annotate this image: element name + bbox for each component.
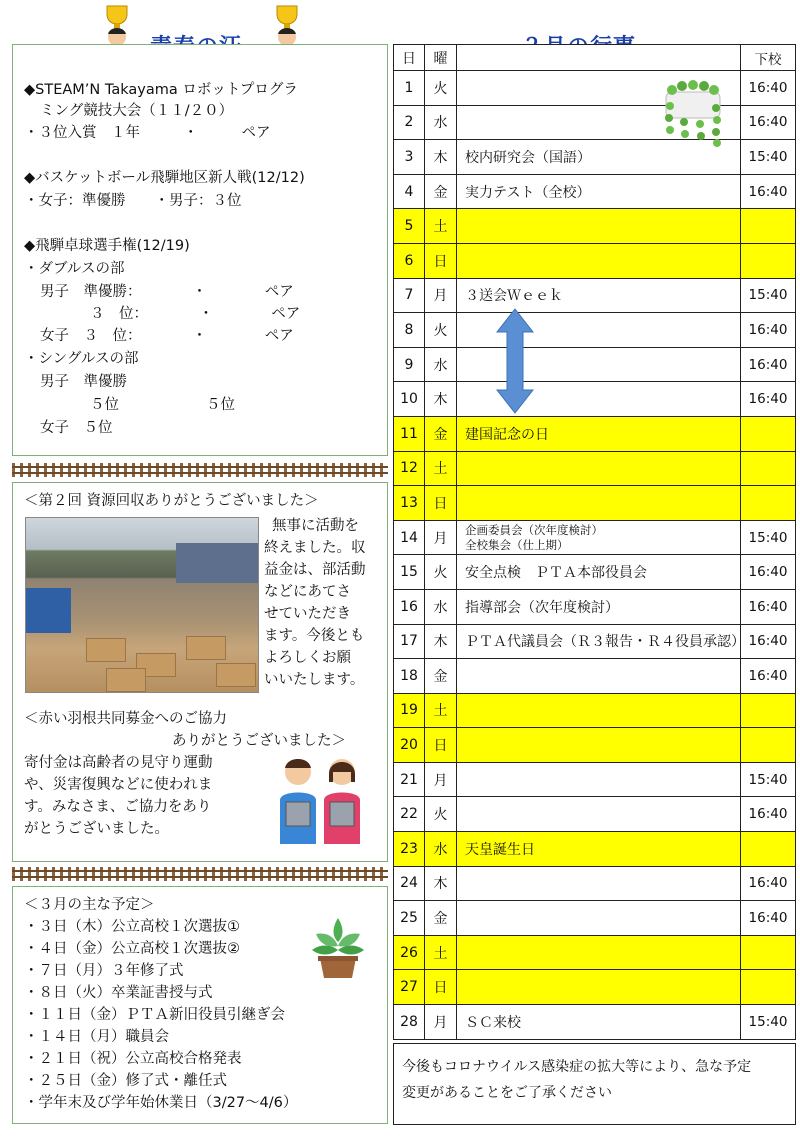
calendar-day: 8 [394, 313, 425, 348]
red-feather-body-line: す。みなさま、ご協力をあり [24, 799, 212, 815]
calendar-row [394, 589, 796, 624]
calendar-day: 28 [394, 1005, 425, 1040]
calendar-dismissal-time: 16:40 [741, 313, 796, 348]
calendar-dismissal-time: 16:40 [741, 901, 796, 936]
achievement-line: ３ 位： ・ ペア [90, 306, 301, 322]
calendar-event [457, 693, 741, 728]
fence-divider [12, 463, 388, 477]
calendar-event [457, 728, 741, 763]
calendar-event [457, 970, 741, 1005]
calendar-row [394, 555, 796, 590]
calendar-row [394, 313, 796, 348]
calendar-day: 25 [394, 901, 425, 936]
calendar-weekday: 月 [425, 762, 457, 797]
notice-box [393, 1043, 796, 1125]
calendar-event [457, 935, 741, 970]
calendar-body [394, 71, 796, 1040]
calendar-event: 指導部会（次年度検討） [457, 589, 741, 624]
calendar-weekday: 月 [425, 278, 457, 313]
calendar-event [457, 451, 741, 486]
calendar-event-line: 企画委員会（次年度検討） [465, 522, 603, 537]
calendar-weekday: 日 [425, 486, 457, 521]
calendar-dismissal-time: 15:40 [741, 1005, 796, 1040]
header-day: 日 [394, 45, 425, 71]
calendar-dismissal-time: 16:40 [741, 382, 796, 417]
calendar-weekday: 日 [425, 243, 457, 278]
calendar-event [457, 901, 741, 936]
calendar-day: 17 [394, 624, 425, 659]
calendar-row [394, 832, 796, 867]
calendar-dismissal-time [741, 728, 796, 763]
calendar-row [394, 243, 796, 278]
calendar-row [394, 486, 796, 521]
calendar-dismissal-time: 16:40 [741, 105, 796, 140]
calendar-row [394, 278, 796, 313]
calendar-event-line: 全校集会（仕上期） [465, 537, 569, 552]
calendar-day: 26 [394, 935, 425, 970]
calendar-row [394, 762, 796, 797]
calendar-dismissal-time [741, 935, 796, 970]
achievement-line: ５位 ５位 [90, 397, 235, 413]
calendar-event: 実力テスト（全校） [457, 174, 741, 209]
calendar-weekday: 月 [425, 1005, 457, 1040]
calendar-day: 11 [394, 416, 425, 451]
calendar-row [394, 382, 796, 417]
fence-divider [12, 867, 388, 881]
calendar-event [457, 243, 741, 278]
calendar-day: 4 [394, 174, 425, 209]
calendar-weekday: 木 [425, 140, 457, 175]
achievement-line: ◆飛騨卓球選手権(12/19) [24, 238, 190, 254]
recycling-body-line: せていただき [264, 606, 351, 622]
achievement-line: ◆バスケットボール飛騨地区新人戦(12/12) [24, 170, 305, 186]
calendar-day: 2 [394, 105, 425, 140]
calendar-day: 27 [394, 970, 425, 1005]
march-item: ・１４日（月）職員会 [24, 1029, 169, 1045]
recycling-body-line: 無事に活動を [272, 518, 359, 534]
calendar-weekday: 水 [425, 589, 457, 624]
recycling-heading: ＜第２回 資源回収ありがとうございました＞ [24, 493, 319, 509]
calendar-event: 校内研究会（国語） [457, 140, 741, 175]
red-feather-heading: ＜赤い羽根共同募金へのご協力 [24, 711, 227, 727]
calendar-weekday: 火 [425, 71, 457, 106]
calendar-row [394, 624, 796, 659]
march-item: ・２５日（金）修了式・離任式 [24, 1073, 227, 1089]
calendar-event: ３送会Ｗｅｅｋ [457, 278, 741, 313]
calendar-dismissal-time: 16:40 [741, 71, 796, 106]
calendar-day: 5 [394, 209, 425, 244]
achievement-line: 女子 ３ 位： ・ ペア [40, 328, 294, 344]
calendar-weekday: 日 [425, 970, 457, 1005]
calendar-event: 天皇誕生日 [457, 832, 741, 867]
calendar-weekday: 水 [425, 347, 457, 382]
calendar-row [394, 174, 796, 209]
recycling-body-line: いいたします。 [264, 672, 365, 688]
calendar-row [394, 693, 796, 728]
calendar-row [394, 451, 796, 486]
calendar-dismissal-time: 16:40 [741, 174, 796, 209]
calendar-weekday: 金 [425, 174, 457, 209]
red-feather-heading: ありがとうございました＞ [172, 733, 346, 749]
calendar-dismissal-time: 15:40 [741, 520, 796, 555]
calendar-day: 22 [394, 797, 425, 832]
calendar-day: 1 [394, 71, 425, 106]
calendar-event: ＰＴＡ代議員会（Ｒ３報告・Ｒ４役員承認） [457, 624, 741, 659]
calendar-row [394, 140, 796, 175]
calendar-row [394, 970, 796, 1005]
calendar-dismissal-time: 16:40 [741, 866, 796, 901]
calendar-day: 16 [394, 589, 425, 624]
march-heading: ＜３月の主な予定＞ [24, 897, 155, 913]
calendar-event [457, 659, 741, 694]
notice-line: 今後もコロナウイルス感染症の拡大等により、急な予定 [402, 1059, 752, 1075]
calendar-weekday: 日 [425, 728, 457, 763]
arrow-icon [496, 308, 534, 414]
calendar-event [457, 486, 741, 521]
calendar-day: 20 [394, 728, 425, 763]
calendar-event: 安全点検 ＰＴＡ本部役員会 [457, 555, 741, 590]
calendar-weekday: 土 [425, 693, 457, 728]
achievement-line: ミング競技大会（１１/２０） [40, 103, 234, 119]
march-item: ・８日（火）卒業証書授与式 [24, 985, 213, 1001]
calendar-day: 10 [394, 382, 425, 417]
calendar-dismissal-time [741, 970, 796, 1005]
calendar-dismissal-time: 16:40 [741, 624, 796, 659]
march-item: ・４日（金）公立高校１次選抜② [24, 941, 240, 957]
calendar-row [394, 935, 796, 970]
header-event [457, 45, 741, 71]
calendar-dismissal-time [741, 693, 796, 728]
calendar-dismissal-time: 15:40 [741, 278, 796, 313]
notice-line: 変更があることをご了承ください [402, 1085, 612, 1101]
march-item: ・１１日（金）ＰＴＡ新旧役員引継ぎ会 [24, 1007, 285, 1023]
calendar-dismissal-time [741, 416, 796, 451]
succulent-icon [308, 912, 368, 980]
calendar-day: 12 [394, 451, 425, 486]
achievement-line: 男子 準優勝： ・ ペア [40, 284, 294, 300]
calendar-event: 建国記念の日 [457, 416, 741, 451]
calendar-dismissal-time: 15:40 [741, 140, 796, 175]
calendar-row [394, 728, 796, 763]
calendar-weekday: 金 [425, 416, 457, 451]
calendar-day: 13 [394, 486, 425, 521]
calendar-dismissal-time [741, 486, 796, 521]
header-weekday: 曜 [425, 45, 457, 71]
achievement-line: 女子 ５位 [40, 420, 113, 436]
calendar-event [457, 762, 741, 797]
calendar-dismissal-time [741, 209, 796, 244]
calendar-day: 18 [394, 659, 425, 694]
red-feather-body-line: や、災害復興などに使われま [24, 777, 213, 793]
recycling-body-line: 益金は、部活動 [264, 562, 366, 578]
calendar-row [394, 866, 796, 901]
calendar-weekday: 木 [425, 866, 457, 901]
calendar-weekday: 火 [425, 313, 457, 348]
achievement-line: ・３位入賞 １年 ・ ペア [24, 125, 271, 141]
calendar-event [457, 797, 741, 832]
calendar-event [457, 520, 741, 555]
calendar-weekday: 金 [425, 901, 457, 936]
calendar-event [457, 866, 741, 901]
recycling-body-line: よろしくお願 [264, 650, 351, 666]
recycling-photo [25, 517, 259, 693]
calendar-row [394, 901, 796, 936]
calendar-day: 14 [394, 520, 425, 555]
calendar-event: ＳＣ来校 [457, 1005, 741, 1040]
calendar-weekday: 水 [425, 832, 457, 867]
february-calendar [393, 44, 796, 1040]
calendar-row [394, 520, 796, 555]
calendar-weekday: 火 [425, 555, 457, 590]
calendar-day: 7 [394, 278, 425, 313]
calendar-dismissal-time: 15:40 [741, 762, 796, 797]
calendar-weekday: 土 [425, 209, 457, 244]
calendar-day: 21 [394, 762, 425, 797]
donation-kids-icon [272, 752, 368, 844]
calendar-dismissal-time: 16:40 [741, 797, 796, 832]
plant-icon [656, 76, 730, 148]
calendar-weekday: 土 [425, 451, 457, 486]
calendar-row [394, 797, 796, 832]
calendar-dismissal-time [741, 832, 796, 867]
calendar-weekday: 火 [425, 797, 457, 832]
calendar-row [394, 71, 796, 106]
calendar-day: 24 [394, 866, 425, 901]
calendar-row [394, 347, 796, 382]
calendar-dismissal-time: 16:40 [741, 589, 796, 624]
red-feather-body-line: 寄付金は高齢者の見守り運動 [24, 755, 213, 771]
calendar-dismissal-time: 16:40 [741, 347, 796, 382]
calendar-event [457, 209, 741, 244]
march-item: ・３日（木）公立高校１次選抜① [24, 919, 240, 935]
calendar-weekday: 木 [425, 382, 457, 417]
calendar-row [394, 1005, 796, 1040]
calendar-row [394, 416, 796, 451]
achievement-line: ◆STEAM’N Takayama ロボットプログラ [24, 82, 298, 98]
march-item: ・７日（月）３年修了式 [24, 963, 184, 979]
calendar-weekday: 水 [425, 105, 457, 140]
recycling-body-line: 終えました。収 [264, 540, 366, 556]
calendar-dismissal-time: 16:40 [741, 659, 796, 694]
calendar-weekday: 土 [425, 935, 457, 970]
calendar-dismissal-time [741, 243, 796, 278]
header-dismissal: 下校 [741, 45, 796, 71]
calendar-dismissal-time [741, 451, 796, 486]
recycling-body-line: などにあてさ [264, 584, 351, 600]
calendar-day: 6 [394, 243, 425, 278]
achievement-line: 男子 準優勝 [40, 374, 127, 390]
calendar-weekday: 木 [425, 624, 457, 659]
recycling-body-line: ます。今後とも [264, 628, 365, 644]
achievement-line: ・女子：準優勝 ・男子：３位 [24, 193, 242, 209]
red-feather-body-line: がとうございました。 [24, 821, 169, 837]
calendar-weekday: 月 [425, 520, 457, 555]
calendar-day: 3 [394, 140, 425, 175]
march-item: ・学年末及び学年始休業日（3/27～4/6） [24, 1095, 298, 1111]
march-item: ・２１日（祝）公立高校合格発表 [24, 1051, 242, 1067]
calendar-weekday: 金 [425, 659, 457, 694]
calendar-row [394, 659, 796, 694]
achievement-line: ・ダブルスの部 [24, 261, 125, 277]
calendar-row [394, 209, 796, 244]
calendar-day: 9 [394, 347, 425, 382]
calendar-day: 23 [394, 832, 425, 867]
calendar-dismissal-time: 16:40 [741, 555, 796, 590]
calendar-day: 15 [394, 555, 425, 590]
calendar-row [394, 105, 796, 140]
calendar-day: 19 [394, 693, 425, 728]
achievement-line: ・シングルスの部 [24, 351, 139, 367]
